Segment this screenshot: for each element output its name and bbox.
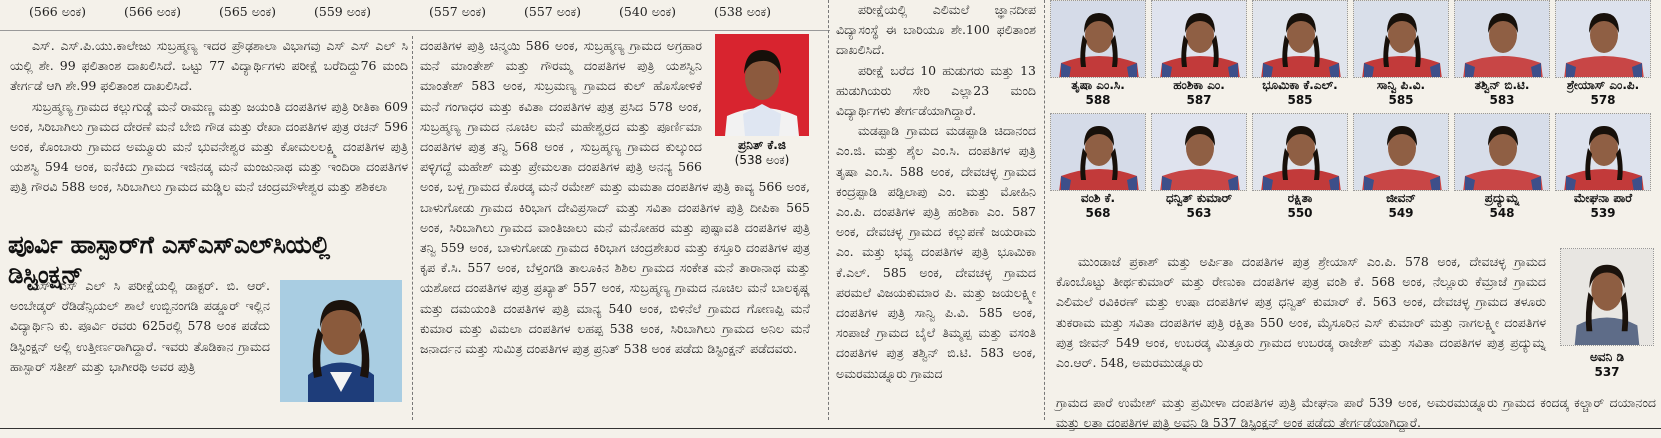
top-marks: (538 ಅಂಕ) <box>714 4 771 19</box>
student-name: ಧನ್ವಿತ್ ಕುಮಾರ್ <box>1165 191 1233 205</box>
photo-poorvi <box>280 280 402 402</box>
student-name: ತೃಷಾ ಎಂ.ಸಿ. <box>1071 78 1125 92</box>
student-portrait-icon <box>1051 1 1146 78</box>
page-bottom-rule <box>0 428 1661 429</box>
article-col-1 <box>10 36 408 198</box>
caption-avani <box>1556 350 1658 380</box>
student-portrait-icon <box>1253 114 1348 191</box>
photo-pranith <box>715 34 809 136</box>
student-marks: 585 <box>1388 93 1414 107</box>
student-marks: 585 <box>1287 93 1313 107</box>
student-card <box>1252 113 1348 221</box>
student-portrait-icon <box>1455 1 1550 78</box>
student-marks: 587 <box>1186 93 1212 107</box>
student-photo <box>1454 113 1550 191</box>
student-portrait-icon <box>1354 1 1449 78</box>
student-marks: 539 <box>1590 206 1616 220</box>
student-photo <box>1252 113 1348 191</box>
student-marks: 568 <box>1085 206 1111 220</box>
caption-marks: (538 ಅಂಕ) <box>734 153 790 167</box>
photo-avani <box>1560 248 1654 346</box>
student-card <box>1252 0 1348 108</box>
student-card <box>1353 0 1449 108</box>
student-photo-grid <box>1050 0 1656 240</box>
caption-name: ಪ್ರನಿತ್ ಕೆ.ಜಿ <box>738 138 786 152</box>
student-name: ಸಾನ್ವಿ ಪಿ.ವಿ. <box>1376 78 1426 92</box>
student-marks: 563 <box>1186 206 1212 220</box>
paragraph: ಮಡಪ್ಪಾಡಿ ಗ್ರಾಮದ ಮಡಪ್ಪಾಡಿ ಚಿದಾನಂದ ಎಂ.ಜಿ. ಮತ್ತು ಶೈಲ ಎಂ.ಸಿ. ದಂಪತಿಗಳ ಪುತ್ರಿ ತೃಷಾ ಎಂ.ಸಿ. 588 ಅಂಕ, ದೇವಚಳ್ಳ ಗ್ರಾಮದ ಕಂದ್ರಪ್ಪಾಡಿ ಪಡ್ಪಿಲಾಪು ಎಂ. ಮತ್ತು ಮೋಹಿನಿ ಎಂ.ಪಿ. ದಂಪತಿಗಳ ಪುತ್ರಿ ಹಂಶಿಕಾ ಎಂ. 587 ಅಂಕ, ದೇವಚಳ್ಳ ಗ್ರಾಮದ ಕಲ್ಲುಪಣೆ ಜಯರಾಮ ಎಂ. ಮತ್ತು ಭವ್ಯ ದಂಪತಿಗಳ ಪುತ್ರಿ ಭೂಮಿಕಾ ಕೆ.ಎಲ್. 585 ಅಂಕ, ದೇವಚಳ್ಳ ಗ್ರಾಮದ ಪರಮಲೆ ವಿಜಯಕುಮಾರ ಪಿ. ಮತ್ತು ಜಯಲಕ್ಷ್ಮೀ ದಂಪತಿಗಳ ಪುತ್ರಿ ಸಾನ್ವಿ ಪಿ.ವಿ. 585 ಅಂಕ, ಸಂಪಾಜೆ ಗ್ರಾಮದ ಬೈಲೆ ತಿಮ್ಮಪ್ಪ ಮತ್ತು ವಸಂತಿ ದಂಪತಿಗಳ ಪುತ್ರ ತಶ್ವಿನ್ ಬಿ.ಟಿ. 583 ಅಂಕ, ಅಮರಮುಡ್ನೂರು ಗ್ರಾಮದ <box>836 123 1036 381</box>
top-marks-row-left <box>10 4 390 19</box>
student-portrait-icon <box>715 34 809 136</box>
student-photo <box>1050 113 1146 191</box>
student-card <box>1555 113 1651 221</box>
student-card <box>1555 0 1651 108</box>
top-marks: (557 ಅಂಕ) <box>524 4 581 19</box>
top-divider <box>0 30 830 31</box>
student-name: ಮೇಘನಾ ಪಾರೆ <box>1573 191 1633 205</box>
article-col-3 <box>836 0 1036 384</box>
student-portrait-icon <box>1253 1 1348 78</box>
student-photo <box>1151 0 1247 78</box>
headline: ಪೂರ್ವಿ ಹಾಸ್ಪಾರ್‌ಗೆ ಎಸ್ಎಸ್ಎಲ್‌ಸಿಯಲ್ಲಿ ಡಿಸ್ಟಿಂಕ್ಷನ್ <box>8 230 330 289</box>
student-portrait-icon <box>1561 249 1653 345</box>
student-portrait-icon <box>1051 114 1146 191</box>
student-photo <box>1252 0 1348 78</box>
column-divider <box>828 0 829 420</box>
student-photo <box>1555 113 1651 191</box>
student-photo <box>1353 113 1449 191</box>
caption-pranith <box>710 138 814 168</box>
student-photo <box>1454 0 1550 78</box>
column-divider <box>412 36 413 420</box>
student-portrait-icon <box>1152 1 1247 78</box>
student-name: ಹಂಶಿಕಾ ಎಂ. <box>1173 78 1225 92</box>
student-card <box>1151 0 1247 108</box>
student-photo <box>1353 0 1449 78</box>
caption-name: ಅವನಿ ಡಿ <box>1589 350 1625 364</box>
article-bottom <box>1056 252 1546 373</box>
paragraph: ಪರೀಕ್ಷೆ ಬರೆದ 10 ಹುಡುಗರು ಮತ್ತು 13 ಹುಡುಗಿಯರು ಸೇರಿ ಎಲ್ಲಾ23 ಮಂದಿ ವಿದ್ಯಾರ್ಥಿಗಳು ತೇರ್ಗಡೆಯಾಗಿದ್ದಾರೆ. <box>836 62 1036 119</box>
paragraph: ಎಸ್ ಎಸ್ ಎಲ್ ಸಿ ಪರೀಕ್ಷೆಯಲ್ಲಿ ಡಾಕ್ಟರ್. ಬಿ. ಆರ್. ಅಂಬೇಡ್ಕರ್ ರೆಡಿಡೆನ್ಸಿಯಲ್ ಶಾಲೆ ಉಬ್ಬಿನಂಗಡಿ ಪಡ್ಡೂರ್ ಇಲ್ಲಿನ ವಿದ್ಯಾರ್ಥಿನಿ ಕು. ಪೂರ್ವಿ ರವರು 625ರಲ್ಲಿ 578 ಅಂಕ ಪಡೆದು ಡಿಸ್ಟಿಂಕ್ಷನ್ ಅಲ್ಲಿ ಉತ್ತೀರ್ಣರಾಗಿದ್ದಾರೆ. ಇವರು ತೊಡಿಕಾನ ಗ್ರಾಮದ ಹಾಸ್ಪಾರ್ ಸತೀಶ್ ಮತ್ತು ಭಾಗೀರಥಿ ಅವರ ಪುತ್ರಿ <box>10 278 270 374</box>
paragraph: ದಂಪತಿಗಳ ಪುತ್ರಿ ಚಿನ್ಮಯಿ 586 ಅಂಕ, ಸುಬ್ರಹ್ಮಣ್ಯ ಗ್ರಾಮದ ಅಗ್ರಹಾರ ಮನೆ ಮಾಂತೇಶ್ ಮತ್ತು ಗೌರಮ್ಮ ದಂಪತಿಗಳ ಪುತ್ರಿ ಯಶಸ್ವಿನಿ ಮಾಂತೇಶ್ 583 ಅಂಕ, ಸುಬ್ರಮಣ್ಯ ಗ್ರಾಮದ ಕುಲ್ ಹೊಸೋಳಿಕೆ ಮನೆ ಗಂಗಾಧರ ಮತ್ತು ಕವಿತಾ ದಂಪತಿಗಳ ಪುತ್ರ ಪ್ರಸಿದ 578 ಅಂಕ, ಸುಬ್ರಹ್ಮಣ್ಯ ಗ್ರಾಮದ ನೂಚಿಲ ಮನೆ ಮಹೇಶ್ವರ್ರದ ಮತ್ತು ಪೂರ್ಣಿಮಾ ದಂಪತಿಗಳ ಪುತ್ರ ತನ್ವಿ 568 ಅಂಕ , ಸುಬ್ರಹ್ಮಣ್ಯ ಗ್ರಾಮದ ಕುಲ್ಕುಂದ ಪಳ್ಳಿಗದ್ದೆ ಮಹೇಶ್ ಮತ್ತು ಪ್ರೇಮಲತಾ ದಂಪತಿಗಳ ಪುತ್ರಿ ಅನನ್ಯ 566 ಅಂಕ, ಬಳ್ಪ ಗ್ರಾಮದ ಕೊರಡ್ಕ ಮನೆ ರಮೇಶ್ ಮತ್ತು ಮಮತಾ ದಂಪತಿಗಳ ಪುತ್ರಿ ಕಾವ್ಯ 566 ಅಂಕ, ಬಾಳುಗೋಡು ಗ್ರಾಮದ ಕಿರಿಭಾಗ ದೇವಿಪ್ರಸಾದ್ ಮತ್ತು ಸವಿತಾ ದಂಪತಿಗಳ ಪುತ್ರಿ ದೀಪಿಕಾ 565 ಅಂಕ, ಸಿರಿಬಾಗಿಲು ಗ್ರಾಮದ ವಾಂತಿಜಾಲು ಮನೆ ಮನೋಹರ ಮತ್ತು ಪುಷ್ಪಾವತಿ ದಂಪತಿಗಳ ಪುತ್ರಿ ತನ್ವಿ 559 ಅಂಕ, ಬಾಳುಗೋಡು ಗ್ರಾಮದ ಕಿರಿಭಾಗ ಚಂದ್ರಶೇಖರ ಮತ್ತು ಕಸ್ತೂರಿ ದಂಪತಿಗಳ ಪುತ್ರ ಕೃಪ ಕೆ.ಸಿ. 557 ಅಂಕ, ಬೆಳ್ತಂಗಡಿ ತಾಲೂಕಿನ ಶಿಶಿಲ ಗ್ರಾಮದ ಸಂಕೇತ ಮನೆ ತಾರಾನಾಥ ಮತ್ತು ಯಶೋದ ದಂಪತಿಗಳ ಪುತ್ರ ಪ್ರಖ್ಯಾತ್ 557 ಅಂಕ, ಸುಬ್ರಹ್ಮಣ್ಯ ಗ್ರಾಮದ ನೂಚಿಲ ಮನೆ ಬಾಲಕೃಷ್ಣ ಮತ್ತು ದಮಯಂತಿ ದಂಪತಿಗಳ ಪುತ್ರಿ ಮಾನ್ಯ 540 ಅಂಕ, ಬಿಳಿನೆಲೆ ಗ್ರಾಮದ ಗೋಣಪ್ಪಿ ಮನೆ ಕುಮಾರ ಮತ್ತು ವಿಮಲಾ ದಂಪತಿಗಳ ಲಹಪ್ಪ 538 ಅಂಕ, ಸಿರಿಬಾಗಿಲು ಗ್ರಾಮದ ಅನಿಲ ಮನೆ ಜನಾರ್ದನ ಮತ್ತು ಸುಮಿತ್ರ ದಂಪತಿಗಳ ಪುತ್ರ ಪ್ರನಿತ್ 538 ಅಂಕ ಪಡೆದು ಡಿಸ್ಟಿಂಕ್ಷನ್ ಪಡೆದವರು. <box>420 38 810 357</box>
student-portrait-icon <box>1152 114 1247 191</box>
student-marks: 588 <box>1085 93 1111 107</box>
paragraph: ಸುಬ್ರಹ್ಮಣ್ಯ ಗ್ರಾಮದ ಕಲ್ಲುಗುಡ್ಡೆ ಮನೆ ರಾಮಣ್ಣ ಮತ್ತು ಜಯಂತಿ ದಂಪತಿಗಳ ಪುತ್ರಿ ರೀತಿಕಾ 609 ಅಂಕ, ಸಿರಿಬಾಗಿಲು ಗ್ರಾಮದ ದೇರಣೆ ಮನೆ ಬೇಬಿ ಗೌಡ ಮತ್ತು ರೇಖಾ ದಂಪತಿಗಳ ಪುತ್ರ ರಚನ್ 596 ಅಂಕ, ಕೊಂಬಾರು ಗ್ರಾಮದ ಅಮ್ಮೂರು ಮನೆ ಭುವನೇಶ್ವರ ಮತ್ತು ಕೋಮಲಲಕ್ಷ್ಮಿ ದಂಪತಿಗಳ ಪುತ್ರಿ ಯಶಸ್ವಿ 594 ಅಂಕ, ಐನೆಕಿದು ಗ್ರಾಮದ ಇಜಿನಡ್ಕ ಮನೆ ಮಂಜುನಾಥ ಮತ್ತು ಇಂದಿರಾ ದಂಪತಿಗಳ ಪುತ್ರಿ ಗೌರವಿ 588 ಅಂಕ, ಸಿರಿಬಾಗಿಲು ಗ್ರಾಮದ ಮಡ್ಡಿಲ ಮನೆ ಚಂದ್ರಮೌಳೇಶ್ವರ ಮತ್ತು ಶಶಿಕಲಾ <box>10 98 408 195</box>
student-marks: 578 <box>1590 93 1616 107</box>
student-marks: 548 <box>1489 206 1515 220</box>
top-marks: (566 ಅಂಕ) <box>124 4 181 19</box>
student-name: ರಕ್ಷಿತಾ <box>1287 191 1313 205</box>
student-portrait-icon <box>280 280 402 402</box>
top-marks: (565 ಅಂಕ) <box>219 4 276 19</box>
student-marks: 583 <box>1489 93 1515 107</box>
top-marks: (540 ಅಂಕ) <box>619 4 676 19</box>
student-card <box>1454 113 1550 221</box>
top-marks-row-right <box>410 4 790 19</box>
student-portrait-icon <box>1455 114 1550 191</box>
student-name: ಶ್ರೇಯಾಸ್ ಎಂ.ಪಿ. <box>1566 78 1640 92</box>
student-name: ಭೂಮಿಕಾ ಕೆ.ಎಲ್. <box>1262 78 1338 92</box>
student-card <box>1151 113 1247 221</box>
article-bottom-full: ಗ್ರಾಮದ ಪಾರೆ ಉಮೇಶ್ ಮತ್ತು ಪ್ರಮೀಳಾ ದಂಪತಿಗಳ ಪುತ್ರಿ ಮೇಘನಾ ಪಾರೆ 539 ಅಂಕ, ಅಮರಮುಡ್ನೂರು ಗ್ರಾಮದ ಕಂದಡ್ಕ ಕಲ್ಚಾರ್ ದಯಾನಂದ ಮತ್ತು ಲತಾ ದಂಪತಿಗಳ ಪುತ್ರಿ ಅವನಿ ಡಿ 537 ಡಿಸ್ಟಿಂಕ್ಷನ್ ಅಂಕ ಪಡೆದು ತೇರ್ಗಡೆಯಾಗಿದ್ದಾರೆ. <box>1056 395 1656 431</box>
column-divider <box>1044 0 1045 420</box>
caption-marks: 537 <box>1594 365 1620 379</box>
student-marks: 549 <box>1388 206 1414 220</box>
article-col-1b <box>10 276 270 377</box>
student-portrait-icon <box>1556 114 1651 191</box>
student-card <box>1454 0 1550 108</box>
student-portrait-icon <box>1556 1 1651 78</box>
top-marks: (566 ಅಂಕ) <box>29 4 86 19</box>
student-photo <box>1050 0 1146 78</box>
paragraph: ಪರೀಕ್ಷೆಯಲ್ಲಿ ಎಲಿಮಲೆ ಜ್ಞಾನದೀಪ ವಿದ್ಯಾಸಂಸ್ಥೆ ಈ ಬಾರಿಯೂ ಶೇ.100 ಫಲಿತಾಂಶ ದಾಖಲಿಸಿದೆ. <box>836 2 1036 58</box>
paragraph: ಮುಂಡಾಜೆ ಪ್ರಕಾಶ್ ಮತ್ತು ಅರ್ಪಿತಾ ದಂಪತಿಗಳ ಪುತ್ರ ಶ್ರೇಯಾಸ್ ಎಂ.ಪಿ. 578 ಅಂಕ, ದೇವಚಳ್ಳ ಗ್ರಾಮದ ಕೊಂಬೊಟ್ಟು ತೀರ್ಥಕುಮಾರ್ ಮತ್ತು ರೇಣುಕಾ ದಂಪತಿಗಳ ಪುತ್ರ ವಂಶಿ ಕೆ. 568 ಅಂಕ, ನೆಲ್ಲೂರು ಕೆಮ್ರಾಜೆ ಗ್ರಾಮದ ಎಲಿಮಲೆ ರವಿಕಿರಣ್ ಮತ್ತು ಉಷಾ ದಂಪತಿಗಳ ಪುತ್ರ ಧನ್ವಿತ್ ಕುಮಾರ್ ಕೆ. 563 ಅಂಕ, ದೇವಚಳ್ಳ ಗ್ರಾಮದ ತಳೂರು ತುಕರಾಮ ಮತ್ತು ಸವಿತಾ ದಂಪತಿಗಳ ಪುತ್ರಿ ರಕ್ಷಿತಾ 550 ಅಂಕ, ಮೈಸೂರಿನ ಎಸ್ ಕುಮಾರ್ ಮತ್ತು ನಾಗಲಕ್ಷ್ಮೀ ದಂಪತಿಗಳ ಪುತ್ರ ಜೀವನ್ 549 ಅಂಕ, ಉಬರಡ್ಕ ಮಿತ್ತೂರು ಗ್ರಾಮದ ಉಬರಡ್ಕ ರಾಜೇಶ್ ಮತ್ತು ಸವಿತಾ ದಂಪತಿಗಳ ಪುತ್ರ ಪ್ರದ್ಯುಮ್ನ ಎಂ.ಆರ್. 548, ಅಮರಮುಡ್ನೂರು <box>1056 254 1546 371</box>
student-name: ಪ್ರದ್ಯುಮ್ನ <box>1484 191 1520 205</box>
student-card <box>1050 113 1146 221</box>
student-card <box>1050 0 1146 108</box>
student-name: ತಶ್ವಿನ್ ಬಿ.ಟಿ. <box>1474 78 1530 92</box>
student-marks: 550 <box>1287 206 1313 220</box>
top-marks: (557 ಅಂಕ) <box>429 4 486 19</box>
student-name: ವಂಶಿ ಕೆ. <box>1080 191 1116 205</box>
student-portrait-icon <box>1354 114 1449 191</box>
paragraph: ಎಸ್. ಎಸ್.ಪಿ.ಯು.ಕಾಲೇಜು ಸುಬ್ರಹ್ಮಣ್ಯ ಇದರ ಪ್ರೌಢಶಾಲಾ ವಿಭಾಗವು ಎಸ್ ಎಸ್ ಎಲ್ ಸಿ ಯಲ್ಲಿ ಶೇ. 99 ಫಲಿತಾಂಶ ದಾಖಲಿಸಿದೆ. ಒಟ್ಟು 77 ವಿದ್ಯಾರ್ಥಿಗಳು ಪರೀಕ್ಷೆ ಬರೆದಿದ್ದು76 ಮಂದಿ ತೇರ್ಗಡೆ ಆಗಿ ಶೇ.99 ಫಲಿತಾಂಶ ದಾಖಲಿಸಿದೆ. <box>10 38 408 94</box>
student-photo <box>1555 0 1651 78</box>
student-photo <box>1151 113 1247 191</box>
top-marks: (559 ಅಂಕ) <box>314 4 371 19</box>
student-name: ಜೀವನ್ <box>1386 191 1416 205</box>
student-card <box>1353 113 1449 221</box>
